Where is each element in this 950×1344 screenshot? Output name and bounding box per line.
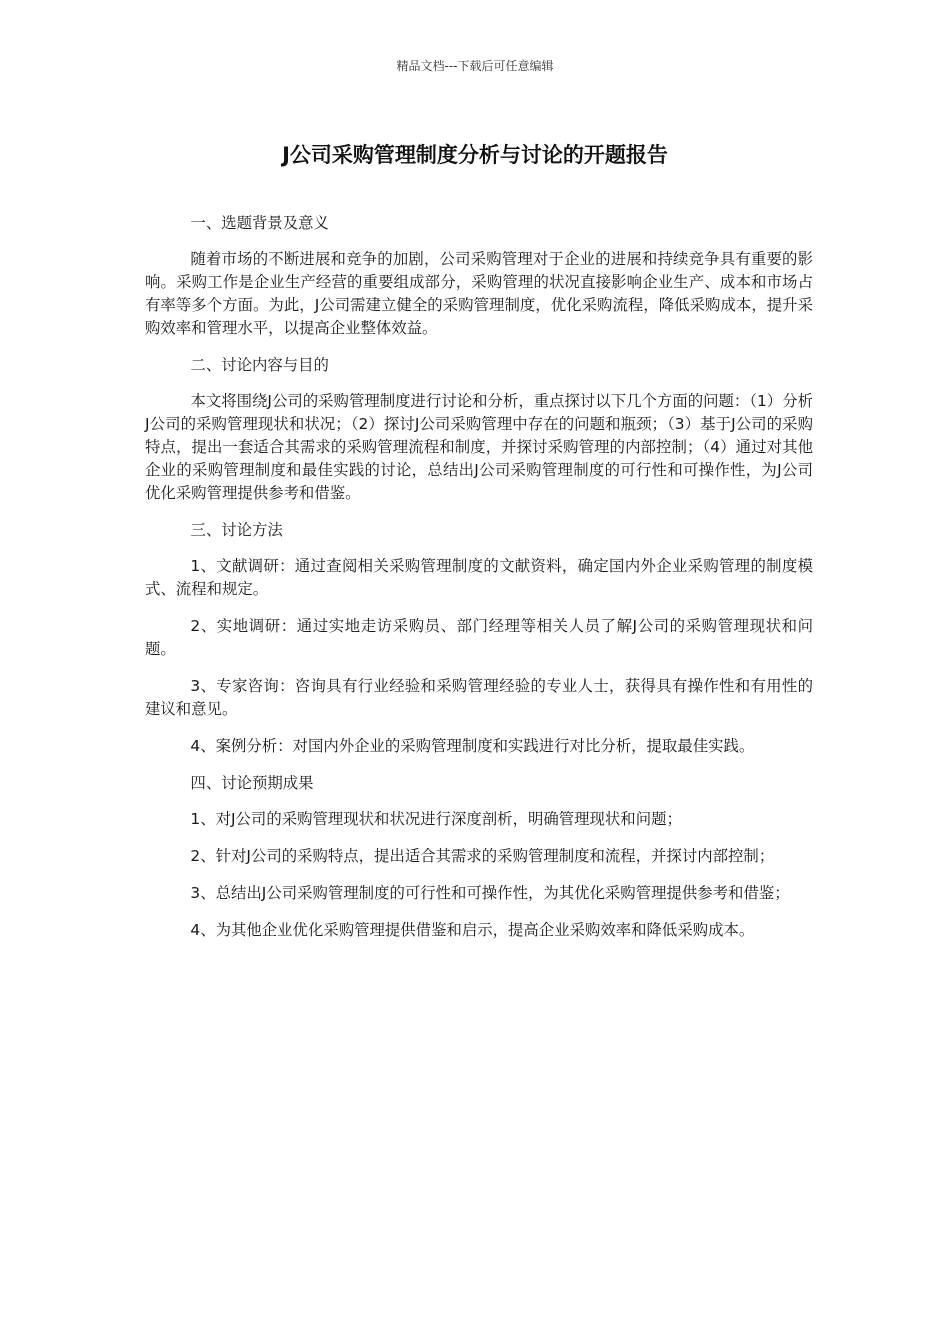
section-heading-content-purpose: 二、讨论内容与目的 <box>190 356 329 374</box>
paragraph-outcome-2: 2、针对J公司的采购特点，提出适合其需求的采购管理制度和流程，并探讨内部控制； <box>190 847 775 865</box>
document-body <box>145 212 813 956</box>
paragraph-content-purpose: 本文将围绕J公司的采购管理制度进行讨论和分析，重点探讨以下几个方面的问题：（1）分析J公司的采购管理现状和状况；（2）探讨J公司采购管理中存在的问题和瓶颈；（3）基于J公司的采购特点，提出一套适合其需求的采购管理流程和制度，并探讨采购管理的内部控制；（4）通过对其他企业的采购管理制度和最佳实践的讨论，总结出J公司采购管理制度的可行性和可操作性，为J公司优化采购管理提供参考和借鉴。 <box>145 392 813 502</box>
paragraph-method-expert: 3、专家咨询：咨询具有行业经验和采购管理经验的专业人士，获得具有操作性和有用性的建议和意见。 <box>145 677 813 718</box>
paragraph-method-field: 2、实地调研：通过实地走访采购员、部门经理等相关人员了解J公司的采购管理现状和问题。 <box>145 617 813 658</box>
section-heading-outcomes: 四、讨论预期成果 <box>190 774 314 792</box>
section-heading-methods: 三、讨论方法 <box>190 521 283 539</box>
paragraph-outcome-3: 3、总结出J公司采购管理制度的可行性和可操作性，为其优化采购管理提供参考和借鉴； <box>190 884 790 902</box>
paragraph-outcome-4: 4、为其他企业优化采购管理提供借鉴和启示，提高企业采购效率和降低采购成本。 <box>190 921 755 939</box>
section-heading-background: 一、选题背景及意义 <box>190 214 329 232</box>
paragraph-method-case: 4、案例分析：对国内外企业的采购管理制度和实践进行对比分析，提取最佳实践。 <box>190 737 755 755</box>
document-title: J公司采购管理制度分析与讨论的开题报告 <box>282 143 668 167</box>
page-header-note: 精品文档---下载后可任意编辑 <box>396 59 554 73</box>
paragraph-outcome-1: 1、对J公司的采购管理现状和状况进行深度剖析，明确管理现状和问题； <box>190 810 682 828</box>
paragraph-method-literature: 1、文献调研：通过查阅相关采购管理制度的文献资料，确定国内外企业采购管理的制度模式、流程和规定。 <box>145 557 813 598</box>
paragraph-background: 随着市场的不断进展和竞争的加剧，公司采购管理对于企业的进展和持续竞争具有重要的影响。采购工作是企业生产经营的重要组成部分，采购管理的状况直接影响企业生产、成本和市场占有率等多个方面。为此，J公司需建立健全的采购管理制度，优化采购流程，降低采购成本，提升采购效率和管理水平，以提高企业整体效益。 <box>145 250 813 337</box>
